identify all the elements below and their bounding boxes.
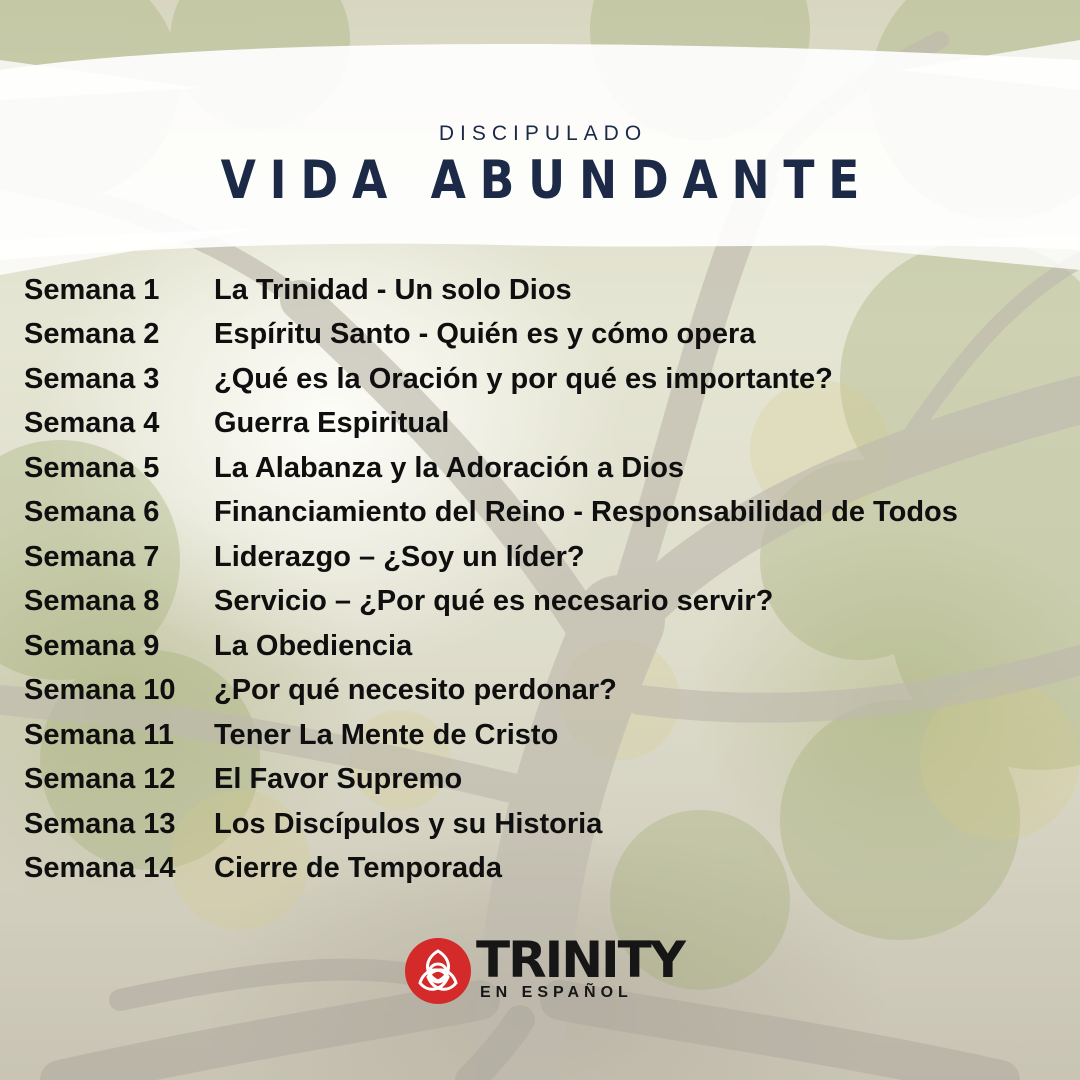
topic-label: El Favor Supremo xyxy=(214,763,463,796)
week-label: Semana 4 xyxy=(24,407,160,440)
topic-label: ¿Qué es la Oración y por qué es importante? xyxy=(214,362,833,395)
list-item xyxy=(24,491,958,536)
list-item xyxy=(24,402,958,447)
trinity-logo xyxy=(404,932,684,1008)
list-item xyxy=(24,758,958,803)
week-label: Semana 12 xyxy=(24,763,176,796)
list-item xyxy=(24,713,958,758)
topic-label: Liderazgo – ¿Soy un líder? xyxy=(214,540,585,573)
topic-label: La Obediencia xyxy=(214,629,413,662)
week-label: Semana 3 xyxy=(24,362,160,395)
list-item xyxy=(24,268,958,313)
topic-label: ¿Por qué necesito perdonar? xyxy=(214,674,617,707)
topic-label: Financiamiento del Reino - Responsabilidad de Todos xyxy=(214,496,958,529)
week-label: Semana 5 xyxy=(24,451,160,484)
week-label: Semana 9 xyxy=(24,629,160,662)
list-item xyxy=(24,669,958,714)
topic-label: Los Discípulos y su Historia xyxy=(214,807,603,840)
topic-label: Guerra Espiritual xyxy=(214,407,450,440)
list-item xyxy=(24,357,958,402)
week-label: Semana 13 xyxy=(24,807,176,840)
list-item xyxy=(24,446,958,491)
topic-label: Servicio – ¿Por qué es necesario servir? xyxy=(214,585,774,618)
week-label: Semana 2 xyxy=(24,318,160,351)
week-label: Semana 10 xyxy=(24,674,176,707)
page-title: VIDA ABUNDANTE xyxy=(220,150,874,211)
list-item xyxy=(24,624,958,669)
list-item xyxy=(24,580,958,625)
week-label: Semana 7 xyxy=(24,540,160,573)
topic-label: La Alabanza y la Adoración a Dios xyxy=(214,451,685,484)
week-label: Semana 14 xyxy=(24,852,176,885)
trinity-knot-icon xyxy=(404,937,472,1005)
week-label: Semana 6 xyxy=(24,496,160,529)
list-item xyxy=(24,313,958,358)
week-label: Semana 8 xyxy=(24,585,160,618)
schedule-list xyxy=(24,268,958,891)
week-label: Semana 1 xyxy=(24,273,160,306)
subtitle: DISCIPULADO xyxy=(438,122,648,145)
header xyxy=(0,118,1080,212)
topic-label: La Trinidad - Un solo Dios xyxy=(214,273,572,306)
week-label: Semana 11 xyxy=(24,718,174,751)
brand-name: TRINITY xyxy=(476,931,684,989)
topic-label: Espíritu Santo - Quién es y cómo opera xyxy=(214,318,756,351)
topic-label: Cierre de Temporada xyxy=(214,852,502,885)
list-item xyxy=(24,847,958,892)
brand-tagline: EN ESPAÑOL xyxy=(480,984,633,1001)
list-item xyxy=(24,535,958,580)
list-item xyxy=(24,802,958,847)
topic-label: Tener La Mente de Cristo xyxy=(214,718,559,751)
